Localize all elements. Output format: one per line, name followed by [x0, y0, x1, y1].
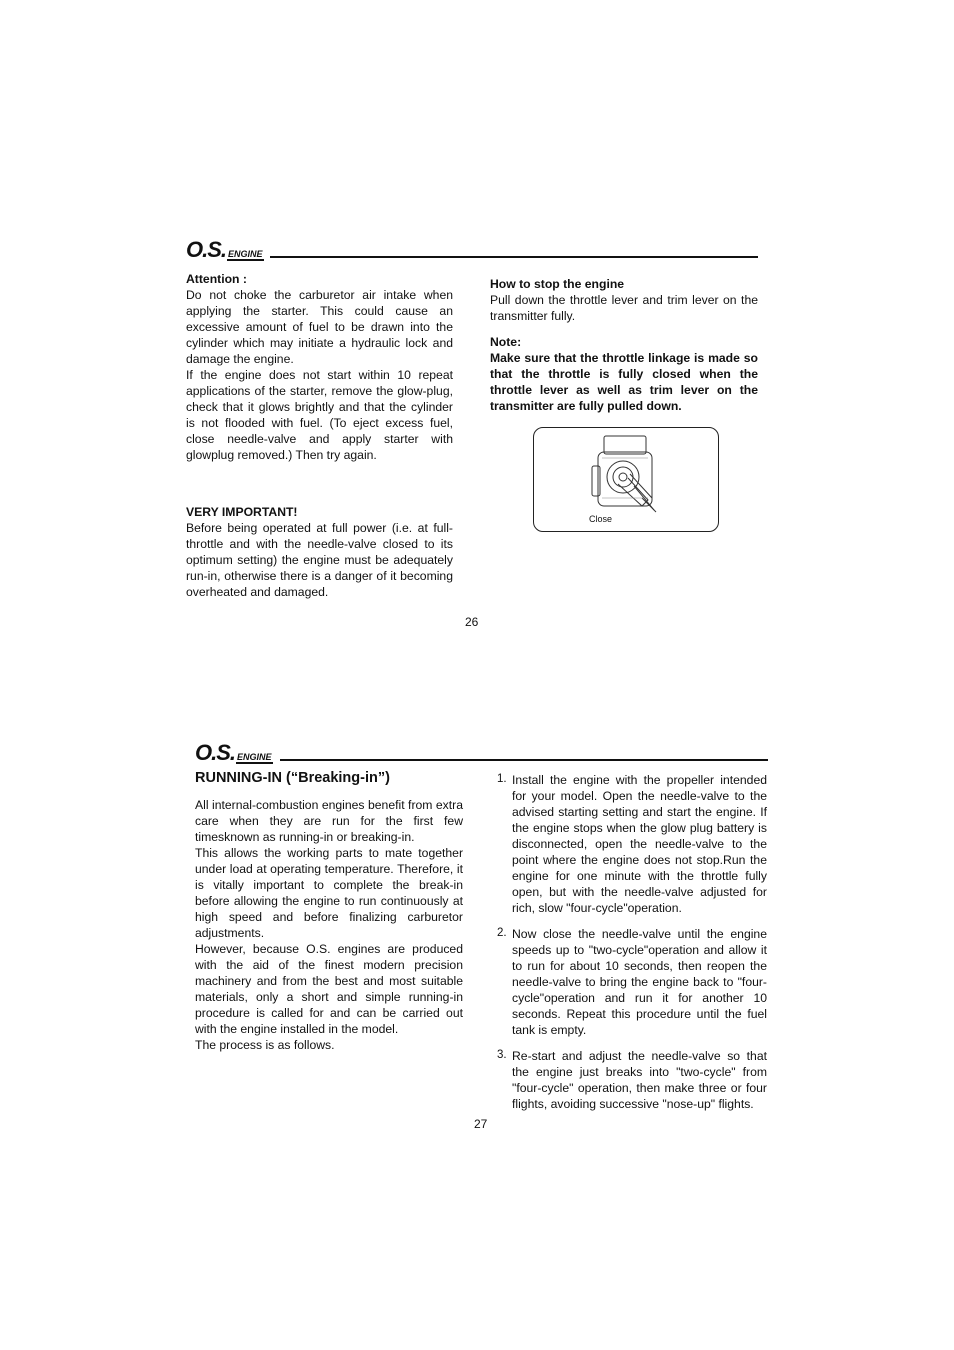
attention-paragraph-2: If the engine does not start within 10 repeat applications of the starter, remove the glow-plug, check that it glows brightly and that the cylinder is not flooded with fuel. (To eject excess fuel, close needle-valve and apply starter with glowplug removed.) Then try again. [186, 368, 453, 462]
step-item [497, 1048, 767, 1112]
page-number-26: 26 [465, 615, 479, 629]
logo-engine-text-2: ENGINE [237, 752, 272, 762]
attention-paragraph-1: Do not choke the carburetor air intake when applying the starter. This could cause an excessive amount of fuel to be drawn into the cylinder which may initiate a hydraulic lock and damage the engine. [186, 288, 453, 366]
os-engine-logo-2 [195, 740, 273, 766]
step-text: Install the engine with the propeller intended for your model. Open the needle-valve to the advised starting setting and start the engine. If the engine stops when the glow plug battery is disconnected, open the needle-valve to the point where the engine does not stop.Run the engine for one minute with the throttle fully open, but with the needle-valve adjusted for rich, slow "four-cycle"operation. [512, 773, 767, 915]
left-column-p26 [186, 271, 453, 463]
intro-paragraph-3: However, because O.S. engines are produced with the aid of the finest modern precision machinery and from the best and most suitable materials, only a short and simple running-in procedure is called for and can be carried out with the engine installed in the model. [195, 942, 463, 1036]
intro-paragraph-1: All internal-combustion engines benefit from extra care when they are run for the first few timesknown as running-in or breaking-in. [195, 798, 463, 844]
intro-paragraph-2: This allows the working parts to mate together under load at operating temperature. Therefore, it is vitally important to complete the break-in before allowing the engine to run continuously at high speed and before finalizing carburetor adjustments. [195, 846, 463, 940]
step-text: Now close the needle-valve until the engine speeds up to "two-cycle"operation and allow it to run for about 10 seconds, then reopen the needle-valve to bring the engine back to "four-cycle"operation and run it for another 10 seconds. Repeat this procedure until the fuel tank is empty. [512, 927, 767, 1037]
header-rule-2 [280, 759, 768, 761]
step-number: 1. [497, 773, 507, 785]
throttle-figure [533, 427, 719, 532]
very-important-block [186, 504, 453, 600]
step-item [497, 926, 767, 1038]
running-in-steps [497, 772, 767, 1112]
header-rule [270, 256, 758, 258]
stop-engine-heading: How to stop the engine [490, 277, 625, 291]
intro-paragraph-4: The process is as follows. [195, 1038, 335, 1052]
page-number-27: 27 [474, 1117, 488, 1131]
logo-os-text-2: O.S. [195, 740, 236, 765]
right-column-p27 [497, 772, 767, 1122]
os-engine-logo [186, 237, 264, 263]
step-number: 3. [497, 1049, 507, 1061]
running-in-title: RUNNING-IN (“Breaking-in”) [195, 770, 390, 786]
note-text: Make sure that the throttle linkage is made so that the throttle is fully closed when the throttle lever as well as trim lever on the transmitter are fully pulled down. [490, 351, 758, 413]
right-column-p26 [490, 276, 758, 414]
logo-engine-text: ENGINE [228, 249, 263, 259]
step-text: Re-start and adjust the needle-valve so that the engine just breaks into "two-cycle" from "four-cycle" operation, then make three or four flights, avoiding successive "nose-up" flights. [512, 1049, 767, 1111]
stop-engine-text: Pull down the throttle lever and trim lever on the transmitter fully. [490, 293, 758, 323]
step-number: 2. [497, 927, 507, 939]
logo-os-text: O.S. [186, 237, 227, 262]
step-item [497, 772, 767, 916]
figure-close-label: Close [589, 514, 613, 524]
left-column-p27 [195, 797, 463, 1053]
very-important-heading: VERY IMPORTANT! [186, 505, 298, 519]
engine-carburetor-illustration [534, 428, 718, 531]
note-heading: Note: [490, 335, 522, 349]
very-important-text: Before being operated at full power (i.e. at full-throttle and with the needle-valve closed to its optimum setting) the engine must be adequately run-in, otherwise there is a danger of it becoming overheated and damaged. [186, 521, 453, 599]
attention-heading: Attention : [186, 272, 247, 286]
